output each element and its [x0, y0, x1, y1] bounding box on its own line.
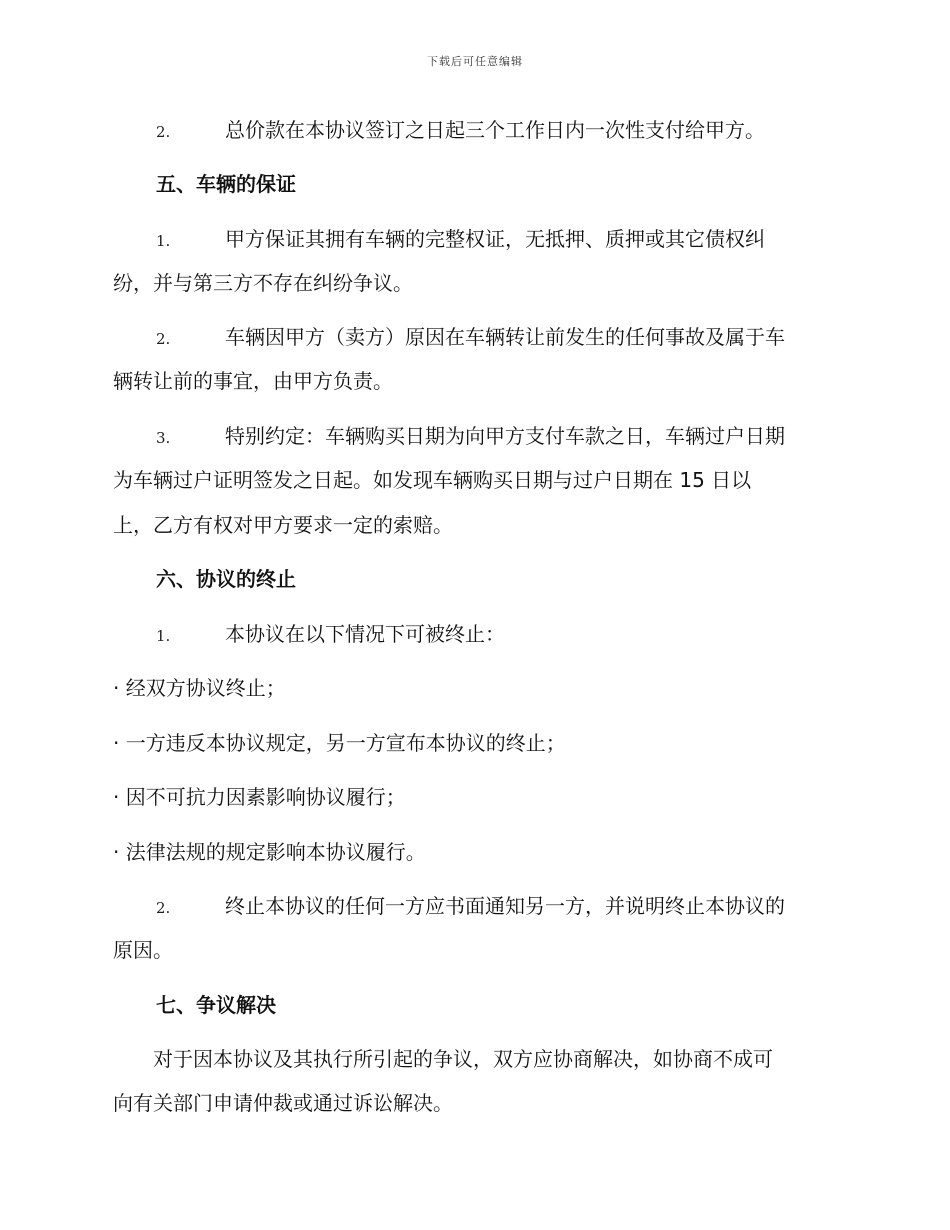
- section5-item1-line2: 纷，并与第三方不存在纠纷争议。: [113, 271, 413, 295]
- section7-line1: 对于因本协议及其执行所引起的争议，双方应协商解决，如协商不成可: [153, 1047, 773, 1071]
- clause-text: 本协议在以下情况下可被终止：: [225, 622, 505, 646]
- clause-text: 总价款在本协议签订之日起三个工作日内一次性支付给甲方。: [225, 118, 765, 142]
- section5-item1-line1: [113, 225, 765, 255]
- section6-item1: [113, 620, 505, 650]
- list-item: · 法律法规的规定影响本协议履行。: [113, 840, 426, 864]
- clause-number: 2.: [156, 330, 171, 348]
- list-item: · 一方违反本协议规定，另一方宣布本协议的终止；: [113, 731, 566, 755]
- clause-number: 2.: [156, 899, 171, 917]
- clause-number: 3.: [156, 429, 171, 447]
- section6-item2-line1: [113, 892, 785, 922]
- clause-text: 特别约定：车辆购买日期为向甲方支付车款之日，车辆过户日期: [225, 424, 785, 448]
- payment-clause: [113, 116, 765, 146]
- clause-text: 车辆因甲方（卖方）原因在车辆转让前发生的任何事故及属于车: [225, 325, 785, 349]
- section6-item2-line2: 原因。: [113, 938, 173, 962]
- clause-text: 终止本协议的任何一方应书面通知另一方，并说明终止本协议的: [225, 894, 785, 918]
- list-item: · 经双方协议终止；: [113, 676, 286, 700]
- clause-number: 1.: [156, 627, 171, 645]
- section5-item3-line3: 上，乙方有权对甲方要求一定的索赔。: [113, 513, 453, 537]
- clause-number: 2.: [156, 123, 171, 141]
- clause-text: 甲方保证其拥有车辆的完整权证，无抵押、质押或其它债权纠: [225, 227, 765, 251]
- list-item: · 因不可抗力因素影响协议履行；: [113, 785, 406, 809]
- clause-number: 1.: [156, 232, 171, 250]
- page-header: 下载后可任意编辑: [427, 55, 523, 68]
- section5-item2-line1: [113, 323, 785, 353]
- section5-item3-line2: 为车辆过户证明签发之日起。如发现车辆购买日期与过户日期在 15 日以: [113, 468, 752, 492]
- section5-item3-line1: [113, 422, 785, 452]
- section7-line2: 向有关部门申请仲裁或通过诉讼解决。: [113, 1091, 453, 1115]
- section-heading-7: 七、争议解决: [156, 993, 276, 1017]
- section-heading-5: 五、车辆的保证: [156, 172, 296, 196]
- section5-item2-line2: 辆转让前的事宜，由甲方负责。: [113, 369, 393, 393]
- section-heading-6: 六、协议的终止: [156, 567, 296, 591]
